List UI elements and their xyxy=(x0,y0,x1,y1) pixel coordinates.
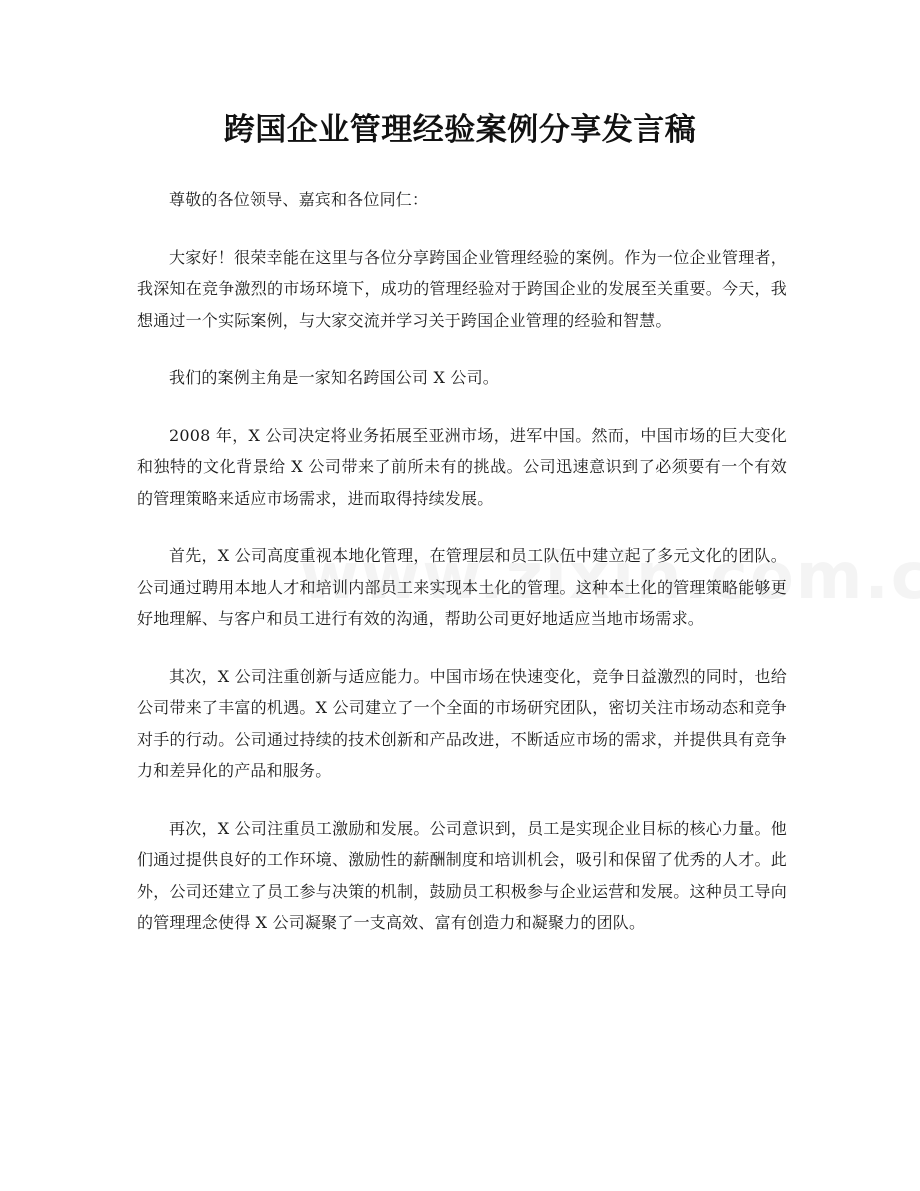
body-paragraph: 再次，X 公司注重员工激励和发展。公司意识到，员工是实现企业目标的核心力量。他们通过提供良好的工作环境、激励性的薪酬制度和培训机会，吸引和保留了优秀的人才。此外，公司还建立了员工参与决策的机制，鼓励员工积极参与企业运营和发展。这种员工导向的管理理念使得 X 公司凝聚了一支高效、富有创造力和凝聚力的团队。 xyxy=(137,818,787,932)
document-body xyxy=(137,184,787,965)
body-paragraph: 大家好！很荣幸能在这里与各位分享跨国企业管理经验的案例。作为一位企业管理者，我深知在竞争激烈的市场环境下，成功的管理经验对于跨国企业的发展至关重要。今天，我想通过一个实际案例，与大家交流并学习关于跨国企业管理的经验和智慧。 xyxy=(137,247,787,330)
body-paragraph: 首先，X 公司高度重视本地化管理，在管理层和员工队伍中建立起了多元文化的团队。公司通过聘用本地人才和培训内部员工来实现本土化的管理。这种本土化的管理策略能够更好地理解、与客户和员工进行有效的沟通，帮助公司更好地适应当地市场需求。 xyxy=(137,546,787,628)
body-paragraph: 我们的案例主角是一家知名跨国公司 X 公司。 xyxy=(169,368,499,387)
body-paragraph: 其次，X 公司注重创新与适应能力。中国市场在快速变化，竞争日益激烈的同时，也给公司带来了丰富的机遇。X 公司建立了一个全面的市场研究团队，密切关注市场动态和竞争对手的行动。公司通过持续的技术创新和产品改进，不断适应市场的需求，并提供具有竞争力和差异化的产品和服务。 xyxy=(137,666,787,780)
salutation-paragraph: 尊敬的各位领导、嘉宾和各位同仁： xyxy=(169,190,429,209)
body-paragraph: 2008 年，X 公司决定将业务拓展至亚洲市场，进军中国。然而，中国市场的巨大变化和独特的文化背景给 X 公司带来了前所未有的挑战。公司迅速意识到了必须要有一个有效的管理策略来适应市场需求，进而取得持续发展。 xyxy=(137,425,787,508)
page-title: 跨国企业管理经验案例分享发言稿 xyxy=(223,112,697,148)
